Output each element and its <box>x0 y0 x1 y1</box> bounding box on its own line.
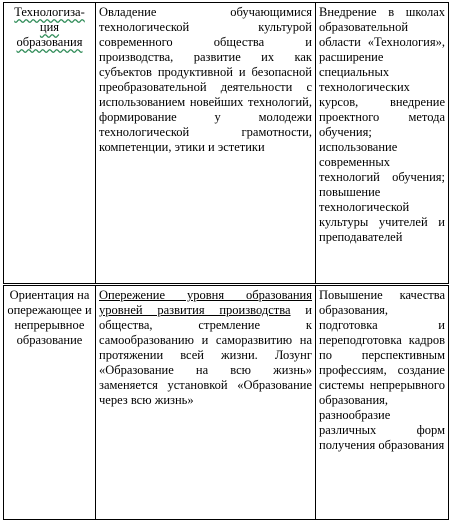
content-cell <box>96 3 316 285</box>
measures-cell <box>316 285 449 520</box>
content-cell <box>96 285 316 520</box>
table-row <box>4 285 449 520</box>
directions-table <box>3 2 449 520</box>
direction-name: Ориентация на опережающее и непрерывное образование <box>7 288 92 347</box>
direction-name: Технологиза-ция образования <box>14 5 85 49</box>
content-text: и общества, стремление к самообразованию и саморазвитию на протяжении всей жизни. Лозунг «Образование на всю жизнь» заменяется установкой «Образование через всю жизнь» <box>99 303 312 407</box>
measures-cell <box>316 3 449 285</box>
direction-cell <box>4 3 96 285</box>
measures-text: Повышение качества образования, подготовка и переподготовка кадров по перспективным профессиям, создание системы непрерывного образования, разнообразие различных форм получения образования <box>319 288 445 452</box>
direction-cell <box>4 285 96 520</box>
content-text: Овладение обучающимися технологической культурой современного общества и производства, развитие их как субъектов продуктивной и безопасной преобразовательной деятельности с использованием новейших технологий, формирование у молодежи технологической грамотности, компетенции, этики и эстетики <box>99 5 312 154</box>
measures-text: Внедрение в школах образовательной области «Технология», расширение специальных технологических курсов, внедрение проектного метода обучения; использование современных технологий обучения; повышение технологической культуры учителей и преподавателей <box>319 5 445 244</box>
content-text-underlined: Опережение уровня образования уровней развития производства <box>99 288 312 317</box>
table-row <box>4 3 449 285</box>
